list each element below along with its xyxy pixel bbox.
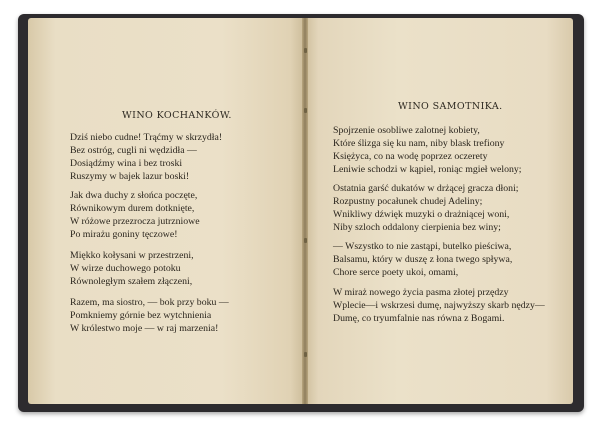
right-poem-title: WINO SAMOTNIKA.	[398, 101, 503, 112]
right-poem-line: Księżyca, co na wodę poprzez oczerety	[333, 151, 488, 162]
left-poem-line: Pomkniemy górnie bez wytchnienia	[70, 310, 212, 321]
binding-stitch	[304, 238, 307, 243]
right-poem-line: Wplecie—i wskrzesi dumę, najwyższy skarb nędzy—	[333, 300, 545, 311]
right-poem-line: Leniwie schodzi w kąpiel, roniąc mgieł welony;	[333, 164, 522, 175]
left-poem-line: W wirze duchowego potoku	[70, 263, 181, 274]
left-poem-line: Bez ostróg, cugli ni wędzidła —	[70, 145, 197, 156]
left-poem-line: Równikowym durem dotknięte,	[70, 203, 195, 214]
right-poem-line: Spojrzenie osobliwe zalotnej kobiety,	[333, 125, 480, 136]
left-poem-title: WINO KOCHANKÓW.	[122, 110, 232, 121]
left-poem-line: W królestwo moje — w raj marzenia!	[70, 323, 219, 334]
right-poem-line: Balsamu, który w duszę z łona twego spływa,	[333, 254, 513, 265]
left-poem-line: Jak dwa duchy z słońca poczęte,	[70, 190, 198, 201]
right-poem-line: Rozpustny pocałunek chudej Adeliny;	[333, 196, 483, 207]
left-poem-line: Równoległym szałem złączeni,	[70, 276, 193, 287]
right-poem-line: W miraż nowego życia pasma złotej przędzy	[333, 287, 509, 298]
left-poem-line: Ruszymy w bajek lazur boski!	[70, 171, 190, 182]
binding-stitch	[304, 108, 307, 113]
book-gutter	[302, 18, 308, 404]
binding-stitch	[304, 48, 307, 53]
left-poem-line: Dosiądźmy wina i bez troski	[70, 158, 183, 169]
left-poem-line: Miękko kołysani w przestrzeni,	[70, 250, 194, 261]
left-poem-line: Razem, ma siostro, — bok przy boku —	[70, 297, 229, 308]
right-poem-line: Wnikliwy dźwięk muzyki o drażniącej woni,	[333, 209, 510, 220]
right-poem-line: Dumę, co tryumfalnie nas równa z Bogami.	[333, 313, 505, 324]
left-poem-line: W różowe przezrocza jutrzniowe	[70, 216, 200, 227]
left-poem-line: Po mirażu goniny tęczowe!	[70, 229, 178, 240]
right-poem-line: Chore serce poety ukoi, omami,	[333, 267, 459, 278]
binding-stitch	[304, 352, 307, 357]
right-poem-line: Ostatnia garść dukatów w drżącej gracza dłoni;	[333, 183, 519, 194]
right-poem-line: Które ślizga się ku nam, niby blask trefiony	[333, 138, 505, 149]
left-poem-line: Dziś niebo cudne! Trąćmy w skrzydła!	[70, 132, 223, 143]
right-poem-line: — Wszystko to nie zastąpi, butelko pieściwa,	[333, 241, 512, 252]
right-poem-line: Niby szloch oddalony cierpienia bez winy;	[333, 222, 501, 233]
